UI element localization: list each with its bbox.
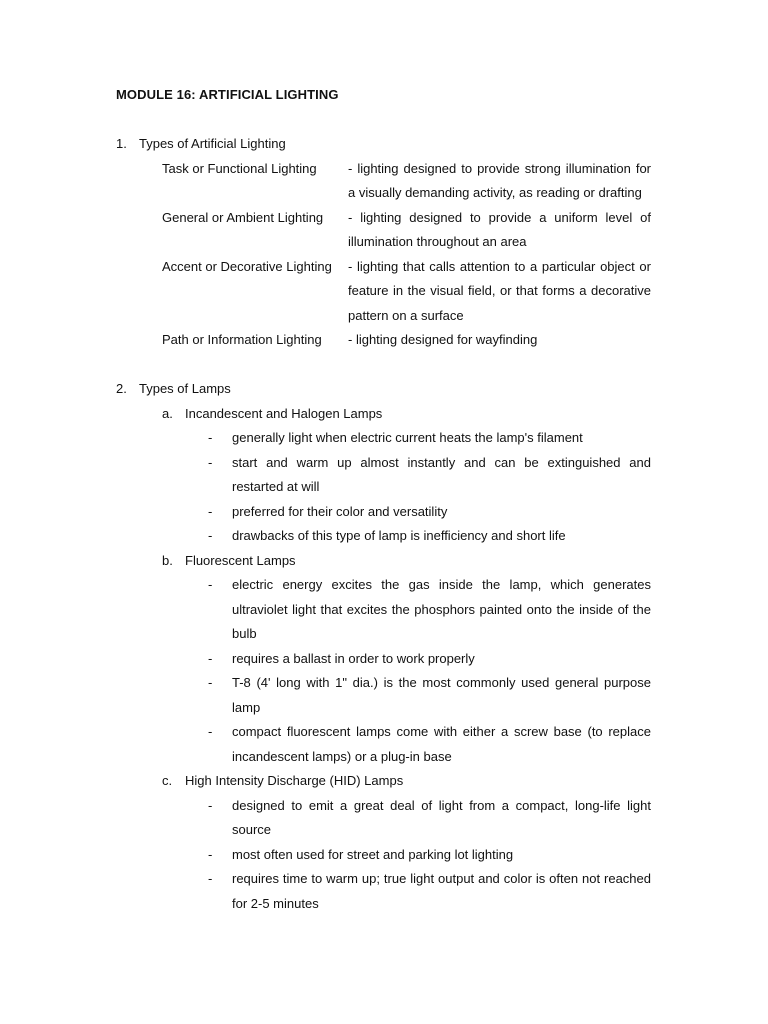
dash-marker: - [208,846,213,862]
subsection-title: Fluorescent Lamps [185,552,296,568]
list-item [116,794,656,843]
list-item-text: T-8 (4' long with 1" dia.) is the most commonly used general purpose lamp [232,675,651,715]
subsection-heading [116,549,656,574]
section-number: 2. [116,381,127,396]
list-item [116,647,656,672]
subsection-letter: a. [162,405,173,421]
dash-marker: - [208,650,213,666]
dash-marker: - [208,797,213,813]
list-item [116,573,656,647]
list-item [116,671,656,720]
subsection-title: High Intensity Discharge (HID) Lamps [185,773,404,788]
section-types-of-lamps [116,377,656,916]
list-item-text: compact fluorescent lamps come with either a screw base (to replace incandescent lamps) or a plug-in base [232,724,651,764]
definition-row [116,206,656,255]
list-item [116,524,656,549]
list-item-text: electric energy excites the gas inside the lamp, which generates ultraviolet light that excites the phosphors painted onto the inside of the bulb [232,577,651,641]
dash-marker: - [208,454,213,470]
term: Task or Functional Lighting [162,160,317,176]
list-item-text: requires a ballast in order to work properly [232,650,475,666]
list-item-text: start and warm up almost instantly and can be extinguished and restarted at will [232,454,651,494]
definition: - lighting designed for wayfinding [348,332,538,347]
list-item-text: generally light when electric current heats the lamp's filament [232,430,583,445]
definition-row [116,255,656,329]
list-item-text: designed to emit a great deal of light from a compact, long-life light source [232,797,651,837]
dash-marker: - [208,577,213,592]
subsection-heading [116,402,656,427]
definition: - lighting that calls attention to a particular object or feature in the visual field, or that forms a decorative pattern on a surface [348,258,651,323]
list-item-text: preferred for their color and versatility [232,503,448,519]
module-title: MODULE 16: ARTIFICIAL LIGHTING [116,87,339,102]
list-item-text: most often used for street and parking lot lighting [232,846,514,862]
definition-row [116,328,656,353]
section-heading [116,132,656,157]
list-item-text: requires time to warm up; true light output and color is often not reached for 2-5 minutes [232,871,651,911]
dash-marker: - [208,528,213,543]
definition: - lighting designed to provide strong illumination for a visually demanding activity, as reading or drafting [348,160,651,200]
definition: - lighting designed to provide a uniform level of illumination throughout an area [348,209,651,249]
dash-marker: - [208,724,213,739]
subsection-heading [116,769,656,794]
section-number: 1. [116,136,127,151]
list-item [116,426,656,451]
section-types-of-artificial-lighting [116,132,656,353]
list-item [116,843,656,868]
list-item-text: drawbacks of this type of lamp is inefficiency and short life [232,528,566,543]
list-item [116,500,656,525]
section-title: Types of Artificial Lighting [139,136,286,151]
section-title: Types of Lamps [139,381,231,396]
dash-marker: - [208,675,213,690]
list-item [116,867,656,916]
subsection-title: Incandescent and Halogen Lamps [185,405,383,421]
subsection-letter: c. [162,773,173,788]
term: General or Ambient Lighting [162,209,324,225]
list-item [116,451,656,500]
definition-row [116,157,656,206]
dash-marker: - [208,430,213,445]
term: Accent or Decorative Lighting [162,258,332,274]
dash-marker: - [208,871,213,886]
section-heading [116,377,656,402]
list-item [116,720,656,769]
subsection-letter: b. [162,552,173,568]
term: Path or Information Lighting [162,332,322,347]
dash-marker: - [208,503,213,519]
